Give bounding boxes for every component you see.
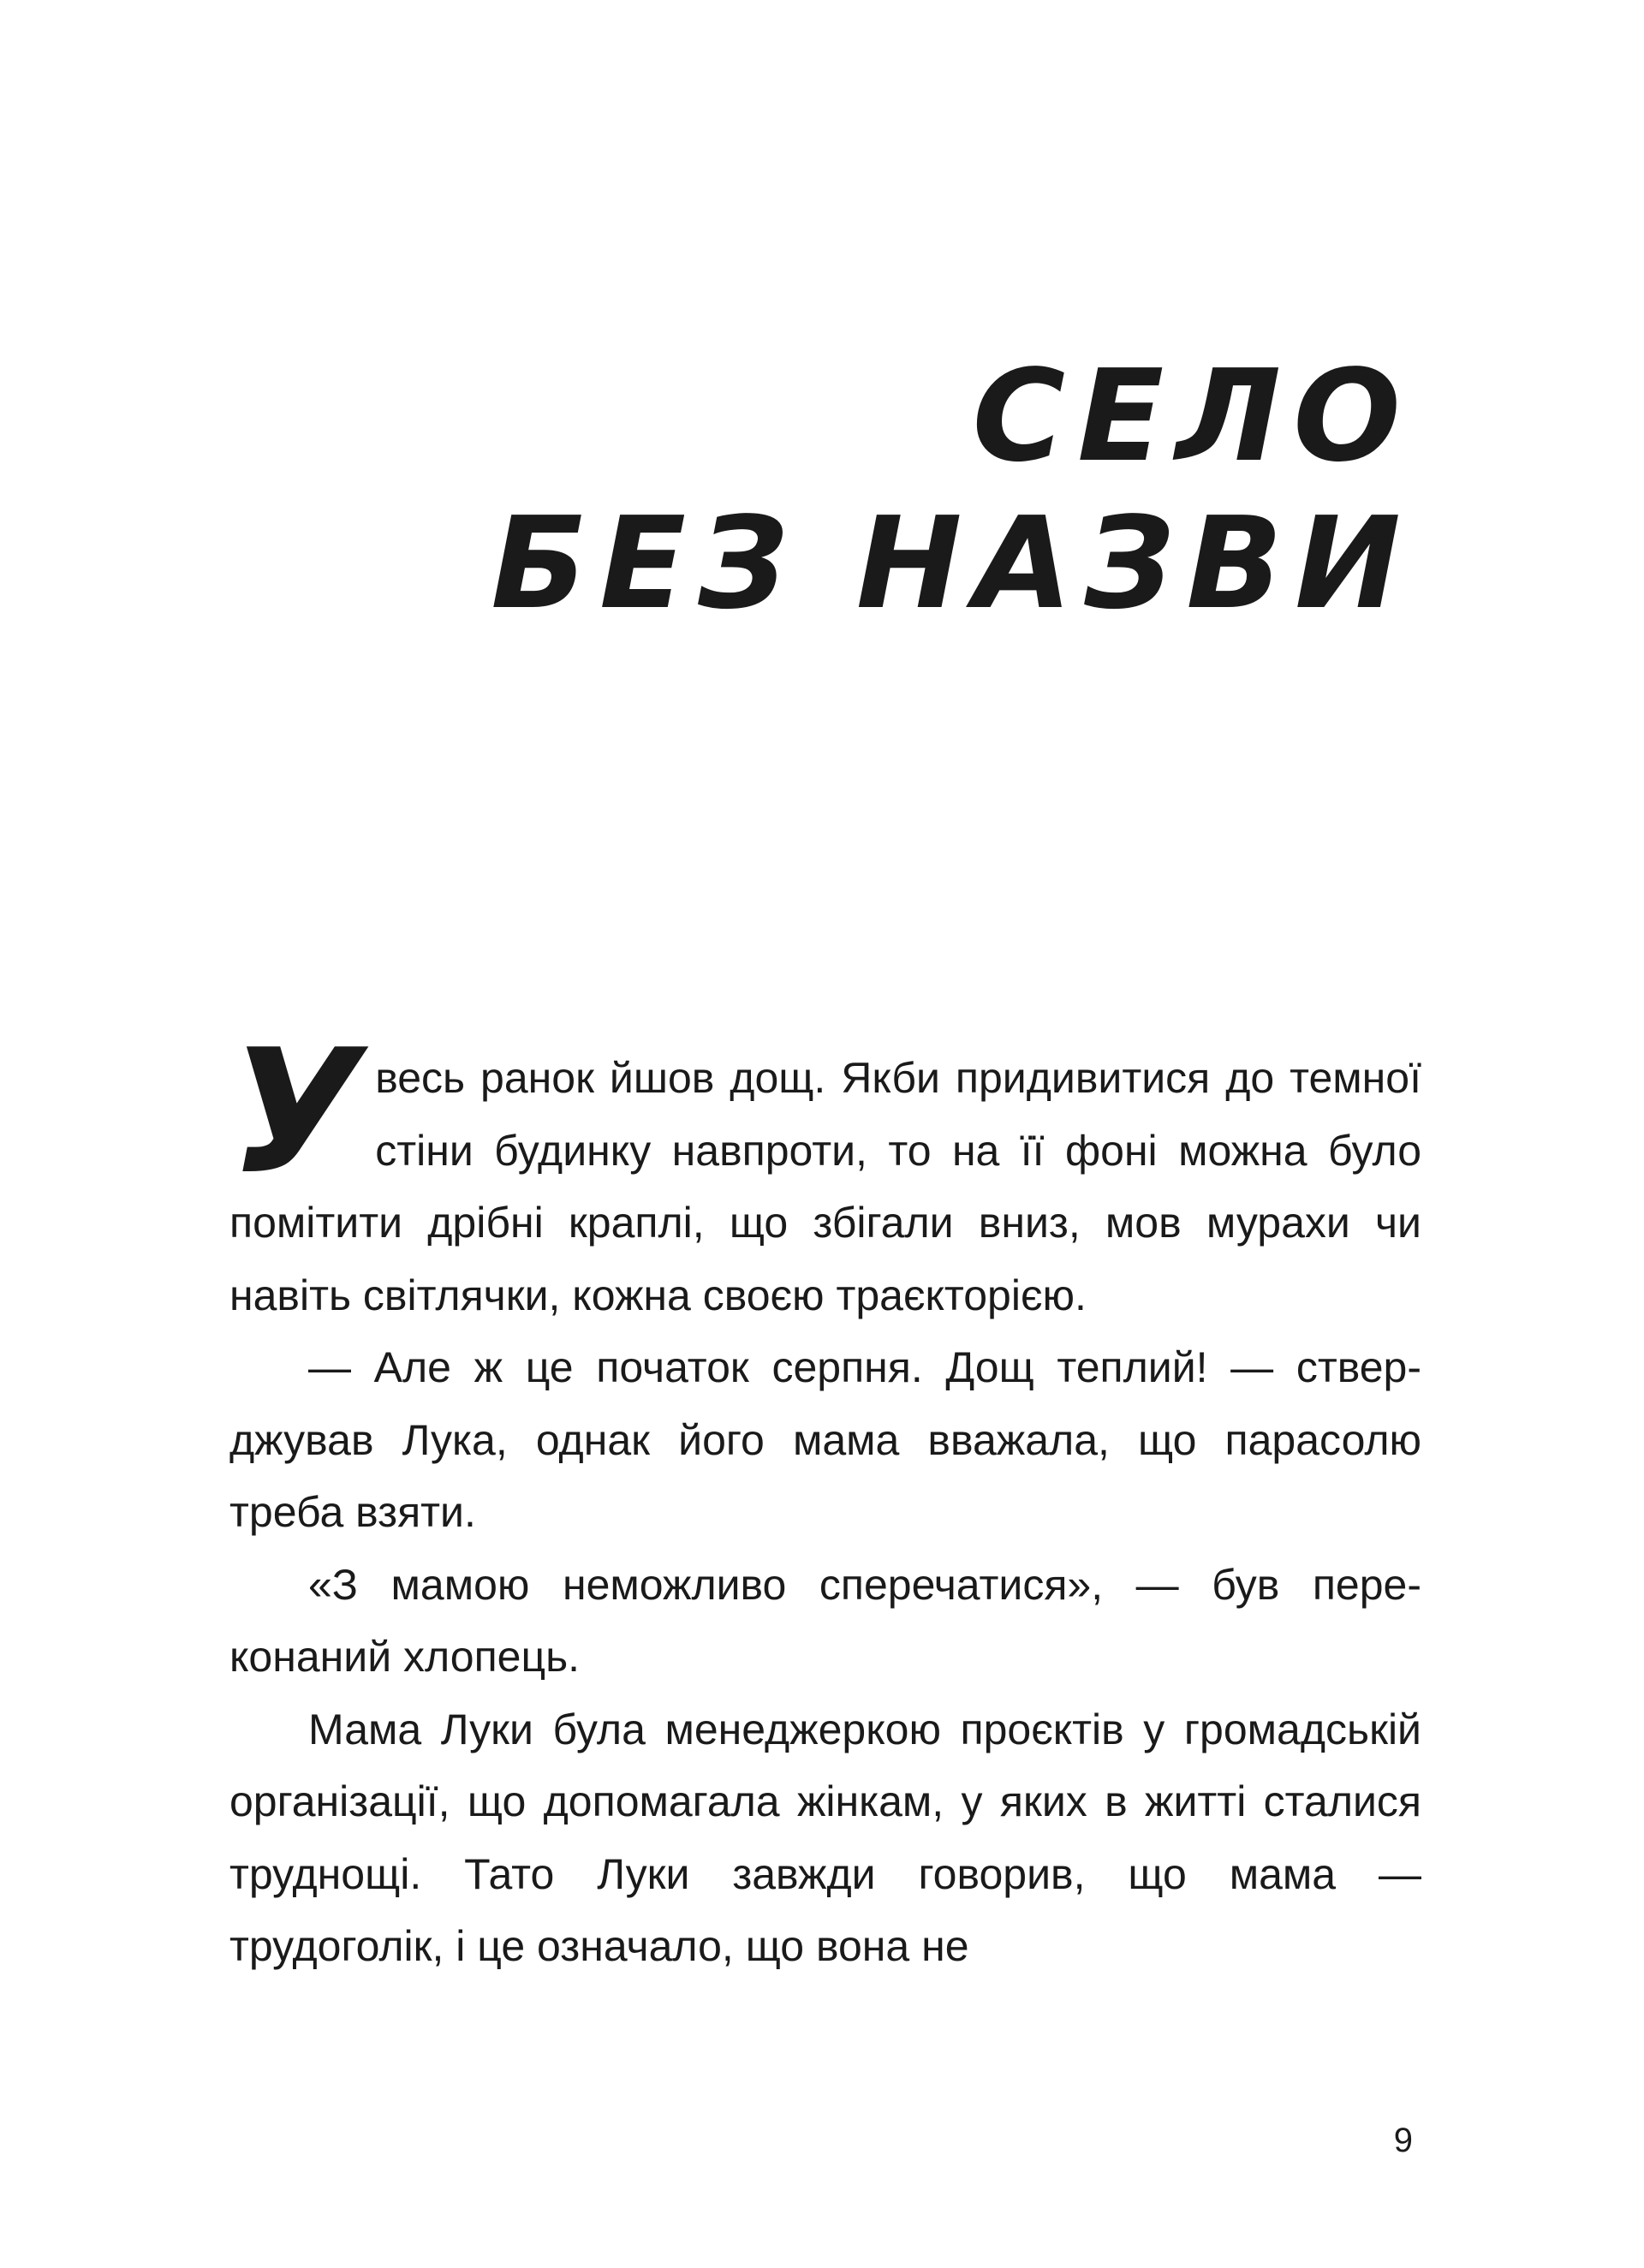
drop-cap: У [229, 1013, 362, 1212]
body-text [229, 1013, 1421, 1983]
paragraph-3: «З мамою неможливо сперечатися», — був переконаний хлопець. [229, 1560, 1421, 1681]
chapter-title [491, 342, 1413, 637]
paragraph-1-text: весь ранок йшов дощ. Якби придивитися до темної стіни будинку навпроти, то на її фоні можна було помітити дрібні краплі, що збігали вниз, мов мурахи чи навіть світлячки, кожна своєю траєкторією. [229, 1054, 1421, 1319]
page-number: 9 [1393, 2122, 1413, 2159]
paragraph-2: — Але ж це початок серпня. Дощ теплий! — стверджував Лука, однак його мама вважала, що парасолю треба взяти. [229, 1343, 1421, 1536]
chapter-title-line-2: БЕЗ НАЗВИ [491, 490, 1413, 637]
paragraph-1 [229, 1013, 1421, 1331]
chapter-title-line-1: СЕЛО [972, 342, 1413, 490]
paragraph-4: Мама Луки була менеджеркою проєктів у громадській організації, що допомагала жінкам, у яких в житті сталися труднощі. Тато Луки завжди говорив, що мама — трудоголік, і це означало, що вона не [229, 1705, 1421, 1970]
